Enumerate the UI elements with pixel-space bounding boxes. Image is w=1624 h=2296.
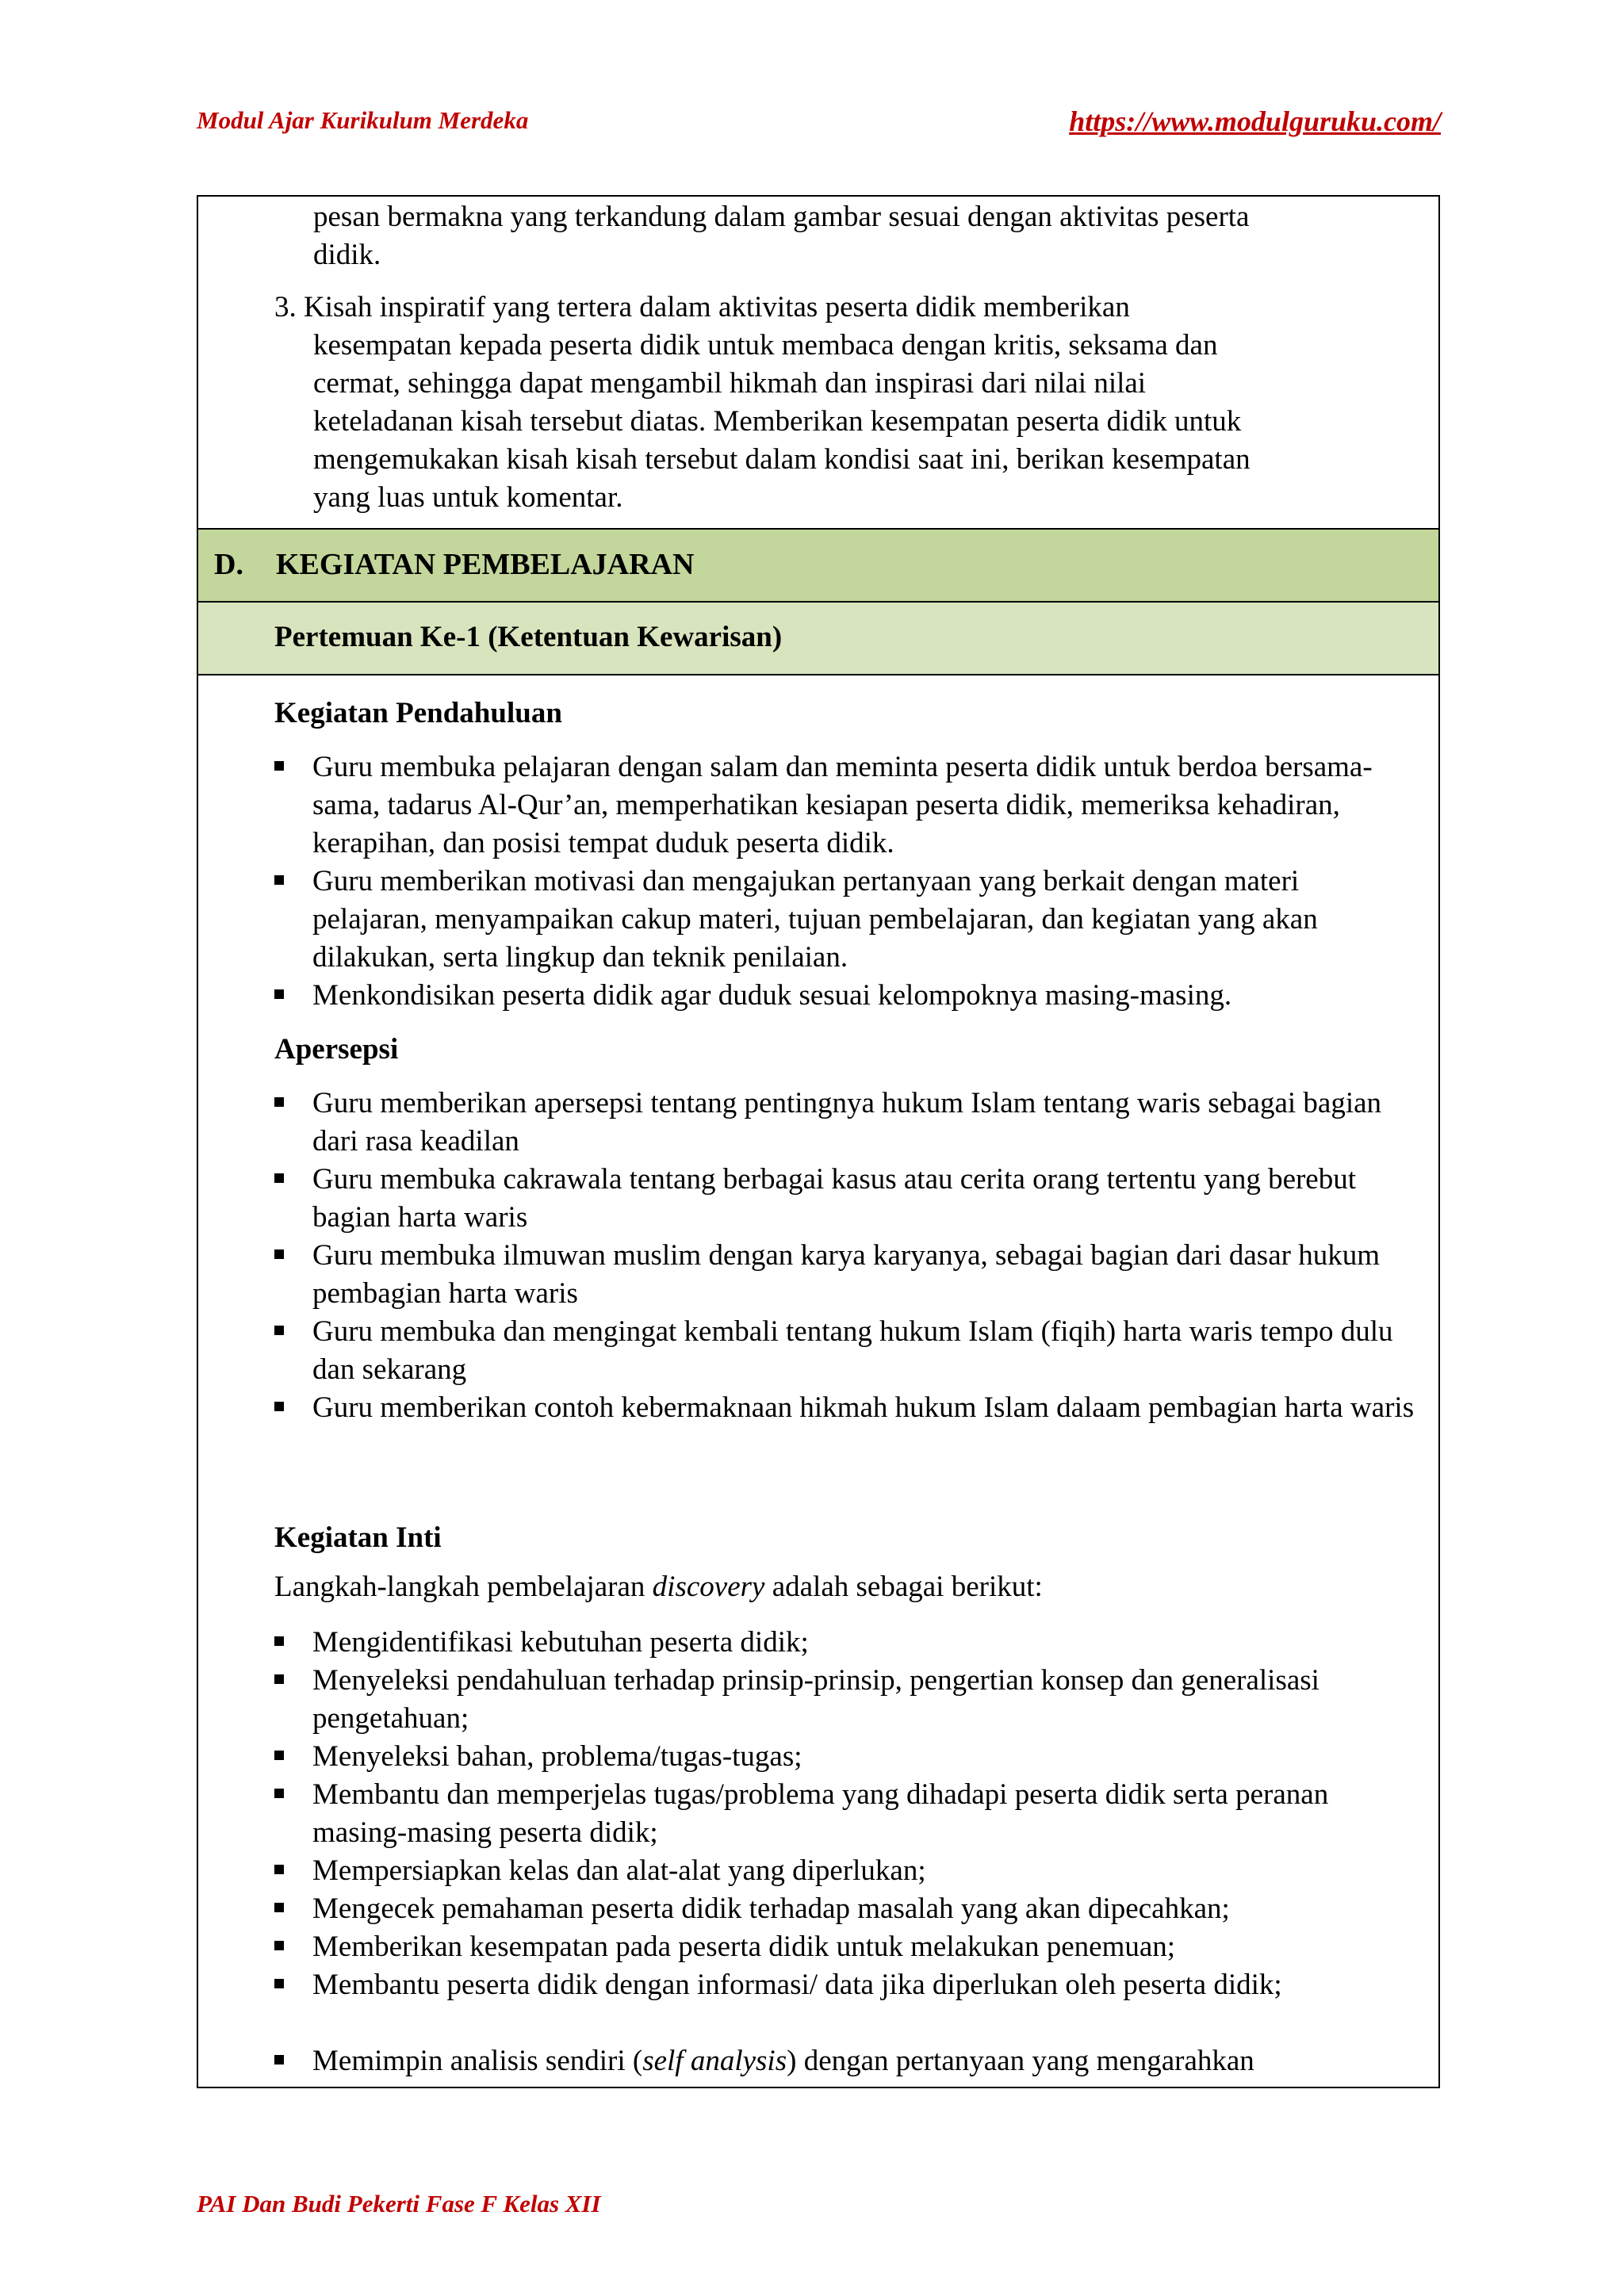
bullet-icon	[274, 1903, 284, 1912]
bullet-icon	[274, 1097, 284, 1107]
bullet-icon	[274, 1636, 284, 1646]
list-item-text: Guru membuka pelajaran dengan salam dan meminta peserta didik untuk berdoa bersama-sama, tadarus Al-Qur’an, memperhatikan kesiapan peserta didik, memeriksa kehadiran, kerapihan, dan posisi tempat duduk peserta didik.	[312, 751, 1373, 859]
bullet-icon	[274, 2055, 284, 2064]
list-item	[274, 1085, 1416, 1161]
list-item-text: Menyeleksi pendahuluan terhadap prinsip-prinsip, pengertian konsep dan generalisasi pengetahuan;	[312, 1664, 1320, 1735]
section-heading-row	[198, 530, 1438, 603]
list-item-text: Mempersiapkan kelas dan alat-alat yang diperlukan;	[312, 1854, 926, 1887]
header-url-link[interactable]: https://www.modulguruku.com/	[1069, 105, 1441, 137]
list-item	[274, 1313, 1416, 1389]
list-item	[274, 1389, 1416, 1427]
list-item	[274, 1966, 1416, 2004]
bullet-icon	[274, 1674, 284, 1684]
list-item	[274, 1237, 1416, 1313]
bullet-icon	[274, 1865, 284, 1874]
apersepsi-heading: Apersepsi	[274, 1033, 399, 1066]
list-item-text: Menkondisikan peserta didik agar duduk sesuai kelompoknya masing-masing.	[312, 979, 1232, 1012]
list-item-text: Membantu dan memperjelas tugas/problema yang dihadapi peserta didik serta peranan masing-masing peserta didik;	[312, 1778, 1329, 1849]
footer-title: PAI Dan Budi Pekerti Fase F Kelas XII	[197, 2190, 601, 2218]
pendahuluan-heading: Kegiatan Pendahuluan	[274, 697, 562, 729]
inti-heading: Kegiatan Inti	[274, 1521, 442, 1554]
bullet-icon	[274, 1789, 284, 1798]
inti-intro: Langkah-langkah pembelajaran discovery adalah sebagai berikut:	[274, 1571, 1043, 1603]
list-item-text: Guru membuka dan mengingat kembali tentang hukum Islam (fiqih) harta waris tempo dulu dan sekarang	[312, 1315, 1393, 1386]
meeting-title: Pertemuan Ke-1 (Ketentuan Kewarisan)	[274, 621, 783, 653]
list-item	[274, 1161, 1416, 1237]
section-heading	[214, 547, 694, 582]
lesson-table	[197, 195, 1440, 2088]
section-title: KEGIATAN PEMBELAJARAN	[276, 548, 695, 581]
bullet-icon	[274, 1249, 284, 1259]
continuation-line: cermat, sehingga dapat mengambil hikmah dan inspirasi dari nilai nilai	[313, 367, 1147, 400]
bullet-icon	[274, 1173, 284, 1183]
continuation-line: kesempatan kepada peserta didik untuk membaca dengan kritis, seksama dan	[313, 329, 1218, 362]
list-item-text: Menyeleksi bahan, problema/tugas-tugas;	[312, 1740, 802, 1773]
section-letter: D.	[214, 548, 243, 581]
list-item-text: Guru memberikan contoh kebermaknaan hikmah hukum Islam dalaam pembagian harta waris	[312, 1391, 1415, 1424]
meeting-heading-row	[198, 603, 1438, 675]
list-item	[274, 863, 1416, 977]
list-item	[274, 1624, 1416, 1662]
list-item	[274, 748, 1416, 863]
bullet-icon	[274, 1979, 284, 1988]
list-item-text: Guru membuka ilmuwan muslim dengan karya karyanya, sebagai bagian dari dasar hukum pembagian harta waris	[312, 1239, 1380, 1310]
continuation-line: mengemukakan kisah kisah tersebut dalam kondisi saat ini, berikan kesempatan	[313, 443, 1251, 476]
list-item	[274, 1852, 1416, 1890]
list-item-text: Mengidentifikasi kebutuhan peserta didik;	[312, 1626, 809, 1659]
bullet-icon	[274, 1941, 284, 1950]
list-item-text: Memberikan kesempatan pada peserta didik untuk melakukan penemuan;	[312, 1931, 1176, 1963]
list-item-text: Membantu peserta didik dengan informasi/ data jika diperlukan oleh peserta didik;	[312, 1969, 1282, 2001]
bullet-icon	[274, 875, 284, 885]
list-item	[274, 1776, 1416, 1852]
continuation-line: keteladanan kisah tersebut diatas. Memberikan kesempatan peserta didik untuk	[313, 405, 1242, 438]
bullet-icon	[274, 761, 284, 771]
list-item	[274, 977, 1416, 1015]
list-item-text: Guru membuka cakrawala tentang berbagai kasus atau cerita orang tertentu yang berebut bagian harta waris	[312, 1163, 1357, 1234]
continuation-line: 3. Kisah inspiratif yang tertera dalam aktivitas peserta didik memberikan	[274, 291, 1130, 323]
continuation-line: pesan bermakna yang terkandung dalam gambar sesuai dengan aktivitas peserta	[313, 201, 1250, 233]
continuation-line: yang luas untuk komentar.	[313, 481, 623, 514]
bullet-icon	[274, 1751, 284, 1760]
header-title: Modul Ajar Kurikulum Merdeka	[197, 106, 529, 134]
list-item-text: Guru memberikan apersepsi tentang pentingnya hukum Islam tentang waris sebagai bagian dari rasa keadilan	[312, 1087, 1382, 1158]
list-item	[274, 1890, 1416, 1928]
continuation-cell	[198, 197, 1438, 530]
list-item	[274, 1928, 1416, 1966]
continuation-line: didik.	[313, 239, 381, 271]
list-item	[274, 2042, 1416, 2080]
list-item-text: Mengecek pemahaman peserta didik terhadap masalah yang akan dipecahkan;	[312, 1892, 1230, 1925]
list-item-text: Guru memberikan motivasi dan mengajukan pertanyaan yang berkait dengan materi pelajaran, menyampaikan cakup materi, tujuan pembelajaran, dan kegiatan yang akan dilakukan, serta lingkup dan teknik penilaian.	[312, 865, 1318, 974]
bullet-icon	[274, 1402, 284, 1411]
list-item	[274, 1738, 1416, 1776]
bullet-icon	[274, 1326, 284, 1335]
list-item	[274, 1662, 1416, 1738]
bullet-icon	[274, 989, 284, 999]
list-item-text: Memimpin analisis sendiri (self analysis) dengan pertanyaan yang mengarahkan	[312, 2045, 1254, 2077]
